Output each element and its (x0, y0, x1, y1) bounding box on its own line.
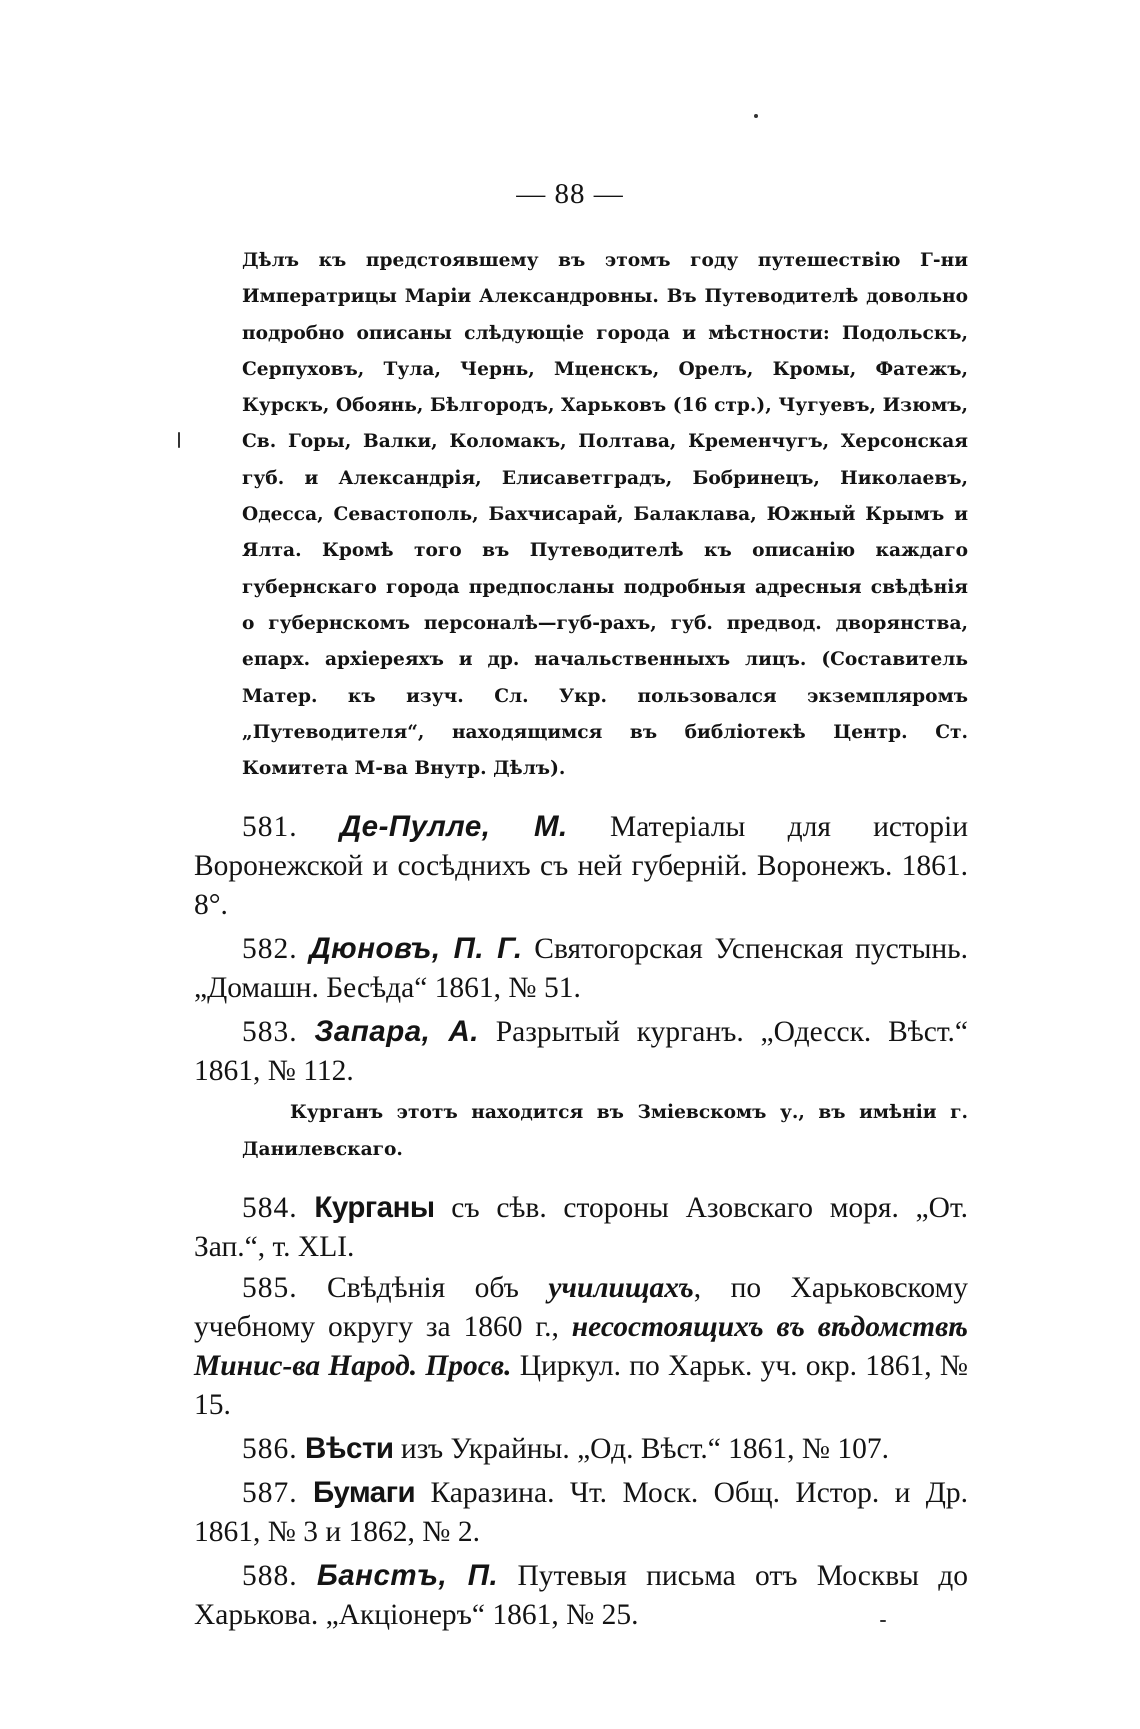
text-column (194, 243, 968, 1635)
entry-number: 584. (242, 1192, 298, 1225)
entry-text: Матеріалы для исторіи Воронежской и сосѣднихъ съ ней губерній. Воронежъ. 1861. 8°. (194, 811, 969, 922)
bibliography-entry-582 (194, 929, 968, 1008)
entry-author: Запара, А. (314, 1015, 479, 1049)
entry-text-c: Циркул. по Харьк. уч. окр. 1861, № 15. (194, 1350, 968, 1422)
continued-note: Дѣлъ къ предстоявшему въ этомъ году путешествію Г-ни Императрицы Маріи Александровны. Въ Путеводителѣ довольно подробно описаны слѣдующіе города и мѣстности: Подольскъ, Серпуховъ, Тула, Чернь, Мценскъ, Орелъ, Кромы, Фатежъ, Курскъ, Обоянь, Бѣлгородъ, Харьковъ (16 стр.), Чугуевъ, Изюмъ, Св. Горы, Валки, Коломакъ, Полтава, Кременчугъ, Херсонская губ. и Александрія, Елисаветградъ, Бобринецъ, Николаевъ, Одесса, Севастополь, Бахчисарай, Балаклава, Южный Крымъ и Ялта. Кромѣ того въ Путеводителѣ къ описанію каждаго губернскаго города предпосланы подробныя адресныя свѣдѣнія о губернскомъ персоналѣ—губ-рахъ, губ. предвод. дворянства, епарх. архіереяхъ и др. начальственныхъ лицъ. (Составитель Матер. къ изуч. Сл. Укр. пользовался экземпляромъ „Путеводителя“, находящимся въ библіотекѣ Центр. Ст. Комитета М-ва Внутр. Дѣлъ). (242, 250, 968, 780)
entry-text: Путевыя письма отъ Москвы до Харькова. „Акціонеръ“ 1861, № 25. (194, 1560, 968, 1632)
entry-italic-a: училищахъ (548, 1272, 694, 1305)
speck (880, 1620, 886, 1622)
entry-keyword: Вѣсти (305, 1432, 394, 1466)
bibliography-entry-586 (194, 1429, 968, 1469)
entry-text: Святогорская Успенская пустынь. „Домашн. Бесѣда“ 1861, № 51. (194, 933, 969, 1005)
entry-author: Дюновъ, П. Г. (309, 932, 523, 966)
bibliography-entry-585 (194, 1269, 968, 1425)
entry-italic-b: несостоящихъ въ вѣдомствѣ Минис-ва Народ. Просв. (194, 1311, 968, 1383)
entry-keyword: Курганы (314, 1191, 435, 1225)
entry-text: Каразина. Чт. Моск. Общ. Истор. и Др. 1861, № 3 и 1862, № 2. (194, 1477, 969, 1549)
entry-keyword: Бумаги (313, 1476, 416, 1510)
entry-number: 582. (242, 933, 298, 966)
entry-text-a: Свѣдѣнія объ (297, 1272, 549, 1305)
entry-number: 587. (242, 1477, 298, 1510)
bibliography-entry-583 (194, 1012, 968, 1091)
bibliography-entry-587 (194, 1473, 968, 1552)
speck (754, 114, 758, 118)
entry-number: 581. (242, 811, 298, 844)
entry-text: съ сѣв. стороны Азовскаго моря. „От. Зап.“, т. XLI. (194, 1192, 968, 1264)
entry-583-note: Курганъ этотъ находится въ Зміевскомъ у., въ имѣніи г. Данилевскаго. (242, 1102, 968, 1160)
bibliography-entry-588 (194, 1556, 968, 1635)
bibliography-entry-584 (194, 1188, 968, 1267)
speck (178, 432, 180, 448)
entry-number: 583. (242, 1016, 298, 1049)
entry-author: Банстъ, П. (316, 1559, 499, 1593)
entry-author: Де-Пулле, М. (339, 810, 568, 844)
entry-number: 585. (242, 1272, 298, 1305)
entry-number: 588. (242, 1560, 298, 1593)
entry-text-b: , по Харьковскому учебному округу за 1860 г., (194, 1272, 968, 1344)
entry-text: Разрытый курганъ. „Одесск. Вѣст.“ 1861, № 112. (194, 1016, 969, 1088)
entry-text: изъ Украйны. „Од. Вѣст.“ 1861, № 107. (393, 1433, 890, 1466)
page-number: — 88 — (516, 178, 624, 210)
entry-number: 586. (242, 1433, 298, 1466)
bibliography-entry-581 (194, 807, 968, 925)
